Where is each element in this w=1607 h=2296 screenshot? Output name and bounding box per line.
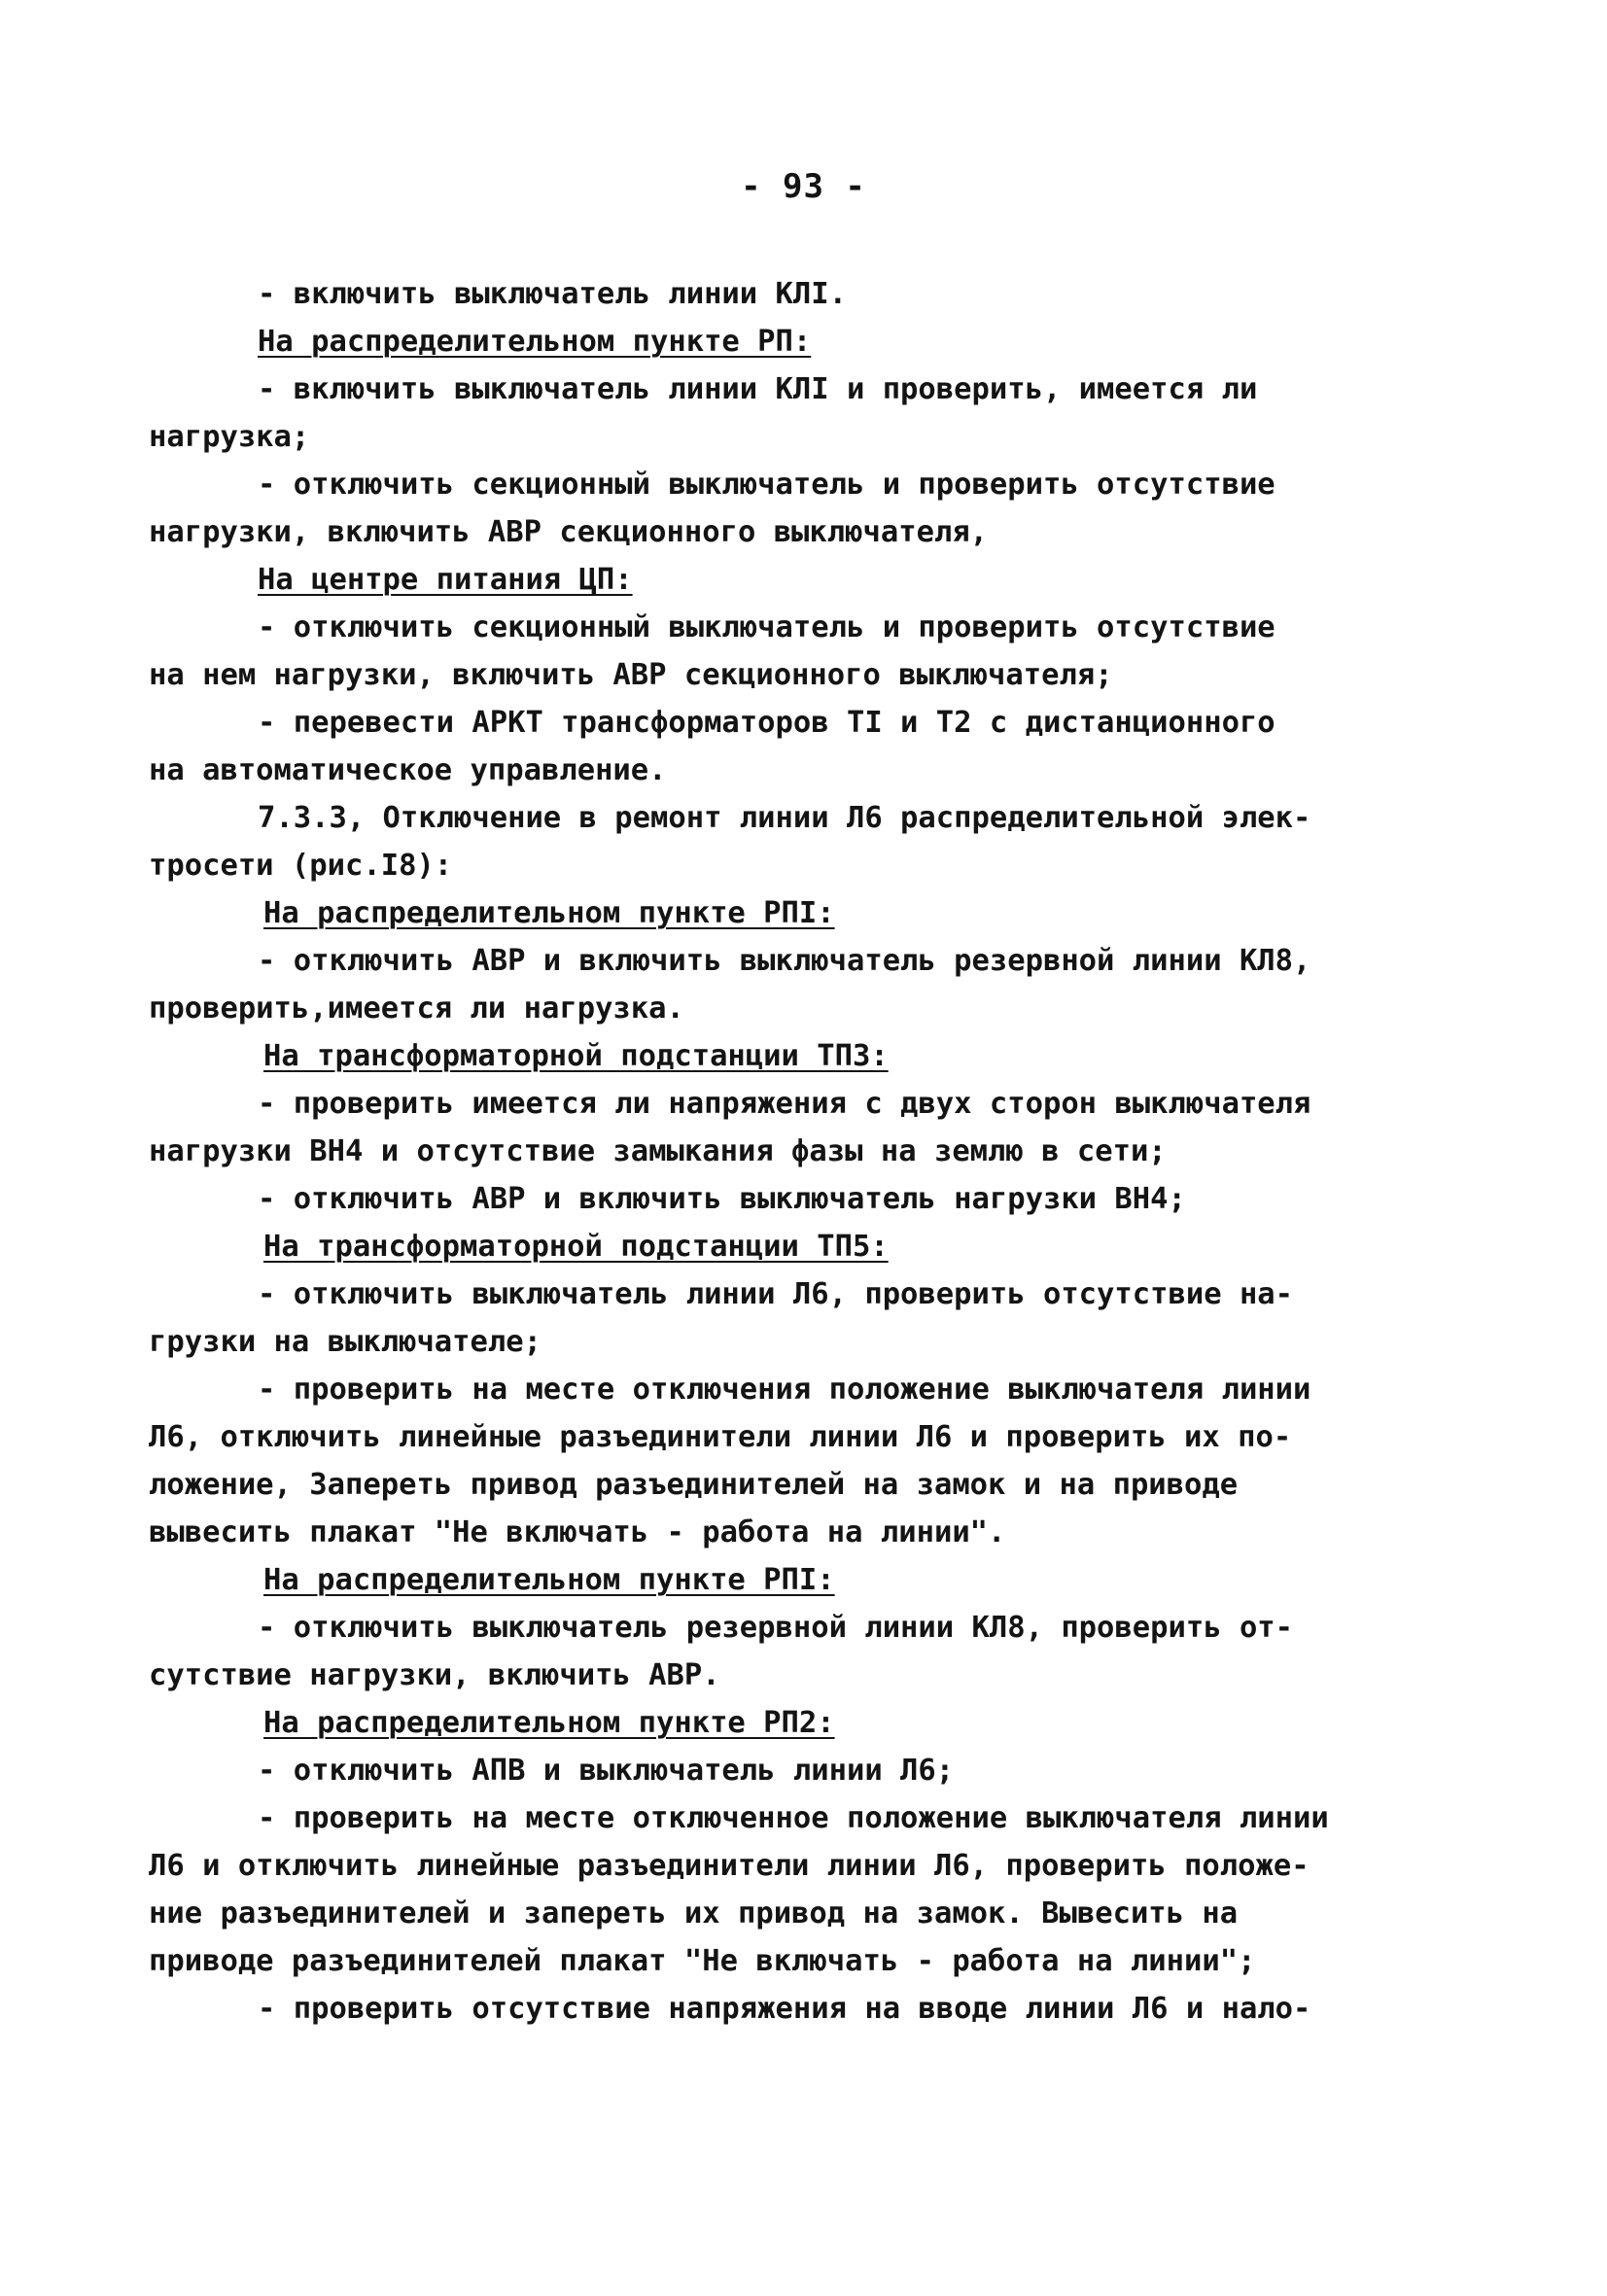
section-heading: На распределительном пункте РПI: [263, 896, 835, 930]
text-line: ложение, Запереть привод разъединителей на замок и на приводе [149, 1468, 1239, 1502]
text-line: - отключить секционный выключатель и проверить отсутствие [258, 610, 1275, 644]
document-body [149, 270, 1471, 2033]
text-line: - отключить выключатель линии Л6, проверить отсутствие на- [258, 1277, 1294, 1311]
text-line: тросети (рис.I8): [149, 849, 453, 883]
text-line: нагрузка; [149, 420, 310, 454]
text-line: - включить выключатель линии КЛI. [258, 277, 847, 311]
text-line: - отключить АПВ и выключатель линии Л6; [258, 1754, 955, 1788]
text-line: - включить выключатель линии КЛI и проверить, имеется ли [258, 372, 1258, 406]
text-line: ние разъединителей и запереть их привод на замок. Вывесить на [149, 1896, 1239, 1931]
text-line: грузки на выключателе; [149, 1325, 541, 1359]
section-heading: На распределительном пункте РП: [258, 325, 812, 359]
text-line: - отключить АВР и включить выключатель резервной линии КЛ8, [258, 944, 1311, 978]
text-line: - проверить имеется ли напряжения с двух сторон выключателя [258, 1087, 1311, 1121]
text-line: - перевести АРКТ трансформаторов TI и Т2 с дистанционного [258, 706, 1275, 740]
text-line: вывесить плакат "Не включать - работа на линии". [149, 1515, 1006, 1549]
text-line: - отключить секционный выключатель и проверить отсутствие [258, 468, 1275, 502]
text-line: нагрузки ВН4 и отсутствие замыкания фазы на землю в сети; [149, 1134, 1167, 1168]
section-heading: На распределительном пункте РПI: [263, 1563, 835, 1597]
section-heading: На трансформаторной подстанции ТП3: [263, 1039, 889, 1073]
text-line: проверить,имеется ли нагрузка. [149, 991, 684, 1026]
text-line: на автоматическое управление. [149, 753, 667, 787]
section-heading: На распределительном пункте РП2: [263, 1706, 835, 1740]
clause-heading: 7.3.3, Отключение в ремонт линии Л6 распределительной элек- [258, 801, 1311, 835]
text-line: - отключить выключатель резервной линии КЛ8, проверить от- [258, 1611, 1294, 1645]
text-line: - проверить на месте отключения положение выключателя линии [258, 1373, 1311, 1407]
text-line: - отключить АВР и включить выключатель нагрузки ВН4; [258, 1182, 1186, 1216]
text-line: сутствие нагрузки, включить АВР. [149, 1658, 720, 1692]
text-line: Л6 и отключить линейные разъединители линии Л6, проверить положе- [149, 1849, 1310, 1883]
text-line: Л6, отключить линейные разъединители линии Л6 и проверить их по- [149, 1420, 1292, 1454]
text-line: - проверить на месте отключенное положение выключателя линии [258, 1801, 1329, 1835]
page-number: - 93 - [741, 167, 866, 206]
text-line: - проверить отсутствие напряжения на вводе линии Л6 и нало- [258, 1992, 1311, 2026]
section-heading: На центре питания ЦП: [258, 563, 633, 597]
section-heading: На трансформаторной подстанции ТП5: [263, 1230, 889, 1264]
text-line: нагрузки, включить АВР секционного выключателя, [149, 515, 989, 549]
text-line: на нем нагрузки, включить АВР секционного выключателя; [149, 658, 1113, 692]
text-line: приводе разъединителей плакат "Не включать - работа на линии"; [149, 1944, 1256, 1978]
